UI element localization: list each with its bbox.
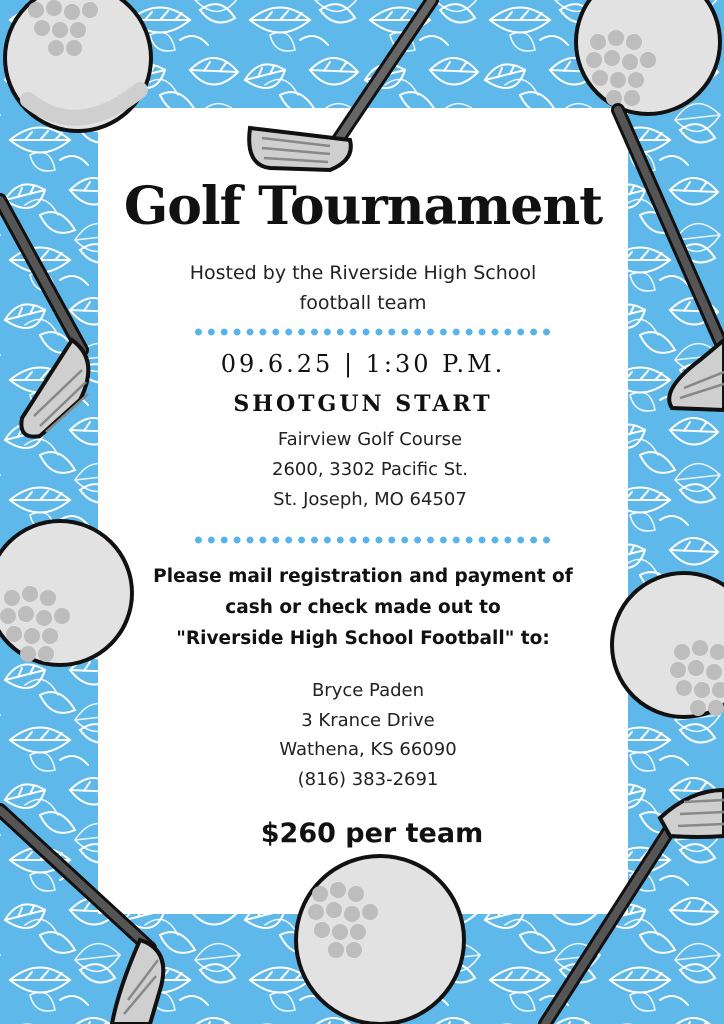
mailing-address bbox=[198, 676, 538, 794]
registration-instructions bbox=[110, 561, 616, 654]
host-subtitle bbox=[140, 258, 586, 318]
instruction-line: cash or check made out to bbox=[225, 597, 501, 618]
instruction-line: Please mail registration and payment of bbox=[153, 566, 573, 587]
instruction-line: "Riverside High School Football" to: bbox=[176, 628, 550, 649]
subtitle-line: football team bbox=[299, 292, 427, 314]
contact-name: Bryce Paden bbox=[311, 680, 425, 701]
page-title: Golf Tournament bbox=[123, 176, 603, 237]
subtitle-line: Hosted by the Riverside High School bbox=[189, 262, 537, 284]
event-date-time: 09.6.25 | 1:30 P.M. bbox=[220, 350, 506, 378]
street-address: 3 Krance Drive bbox=[301, 709, 435, 731]
phone-number: (816) 383-2691 bbox=[297, 768, 439, 790]
team-price: $260 per team bbox=[260, 818, 484, 849]
venue-address bbox=[170, 425, 570, 515]
venue-line: St. Joseph, MO 64507 bbox=[273, 489, 467, 510]
venue-line: 2600, 3302 Pacific St. bbox=[272, 459, 468, 480]
venue-line: Fairview Golf Course bbox=[277, 429, 463, 450]
dotted-divider bbox=[192, 328, 554, 336]
city-state-zip: Wathena, KS 66090 bbox=[279, 739, 457, 760]
dotted-divider bbox=[192, 536, 554, 544]
event-format: SHOTGUN START bbox=[233, 391, 493, 417]
